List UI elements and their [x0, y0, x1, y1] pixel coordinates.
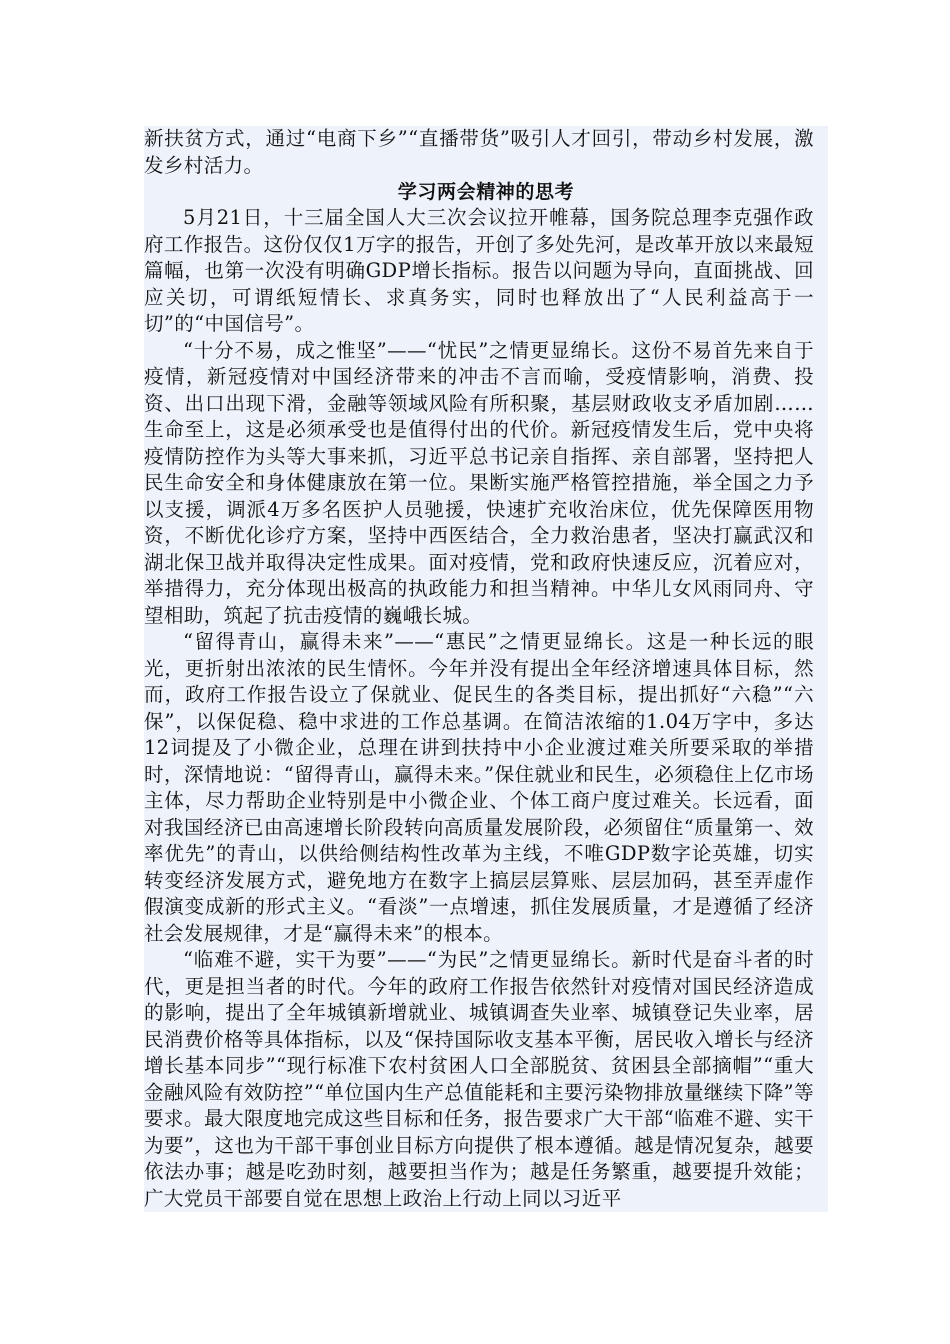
paragraph-huimin: “留得青山，赢得未来”——“惠民”之情更显绵长。这是一种长远的眼光，更折射出浓浓的民生情怀。今年并没有提出全年经济增速具体目标，然而，政府工作报告设立了保就业、促民生的各类目标，提出抓好“六稳”“六保”，以保促稳、稳中求进的工作总基调。在简洁浓缩的1.04万字中，多达12词提及了小微企业，总理在讲到扶持中小企业渡过难关所要采取的举措时，深情地说：“留得青山，赢得未来。”保住就业和民生，必须稳住上亿市场主体，尽力帮助企业特别是中小微企业、个体工商户度过难关。长远看，面对我国经济已由高速增长阶段转向高质量发展阶段，必须留住“质量第一、效率优先”的青山，以供给侧结构性改革为主线，不唯GDP数字论英雄，切实转变经济发展方式，避免地方在数字上搞层层算账、层层加码，甚至弄虚作假演变成新的形式主义。“看淡”一点增速，抓住发展质量，才是遵循了经济社会发展规律，才是“赢得未来”的根本。 [144, 629, 828, 947]
article-title: 学习两会精神的思考 [144, 179, 828, 205]
document-body [144, 126, 828, 1212]
paragraph-youmin: “十分不易，成之惟坚”——“忧民”之情更显绵长。这份不易首先来自于疫情，新冠疫情对中国经济带来的冲击不言而喻，受疫情影响，消费、投资、出口出现下滑，金融等领域风险有所积聚，基层财政收支矛盾加剧……生命至上，这是必须承受也是值得付出的代价。新冠疫情发生后，党中央将疫情防控作为头等大事来抓，习近平总书记亲自指挥、亲自部署，坚持把人民生命安全和身体健康放在第一位。果断实施严格管控措施，举全国之力予以支援，调派4万多名医护人员驰援，快速扩充收治床位，优先保障医用物资，不断优化诊疗方案，坚持中西医结合，全力救治患者，坚决打赢武汉和湖北保卫战并取得决定性成果。面对疫情，党和政府快速反应，沉着应对，举措得力，充分体现出极高的执政能力和担当精神。中华儿女风雨同舟、守望相助，筑起了抗击疫情的巍峨长城。 [144, 338, 828, 630]
intro-paragraph: 新扶贫方式，通过“电商下乡”“直播带货”吸引人才回引，带动乡村发展，激发乡村活力。 [144, 126, 828, 179]
paragraph-weimin: “临难不避，实干为要”——“为民”之情更显绵长。新时代是奋斗者的时代，更是担当者的时代。今年的政府工作报告依然针对疫情对国民经济造成的影响，提出了全年城镇新增就业、城镇调查失业率、城镇登记失业率，居民消费价格等具体指标，以及“保持国际收支基本平衡，居民收入增长与经济增长基本同步”“现行标准下农村贫困人口全部脱贫、贫困县全部摘帽”“重大金融风险有效防控”“单位国内生产总值能耗和主要污染物排放量继续下降”等要求。最大限度地完成这些目标和任务，报告要求广大干部“临难不避、实干为要”，这也为干部干事创业目标方向提供了根本遵循。越是情况复杂，越要依法办事；越是吃劲时刻，越要担当作为；越是任务繁重，越要提升效能；广大党员干部要自觉在思想上政治上行动上同以习近平 [144, 947, 828, 1212]
paragraph-opening: 5月21日，十三届全国人大三次会议拉开帷幕，国务院总理李克强作政府工作报告。这份仅仅1万字的报告，开创了多处先河，是改革开放以来最短篇幅，也第一次没有明确GDP增长指标。报告以问题为导向，直面挑战、回应关切，可谓纸短情长、求真务实，同时也释放出了“人民利益高于一切”的“中国信号”。 [144, 205, 828, 338]
